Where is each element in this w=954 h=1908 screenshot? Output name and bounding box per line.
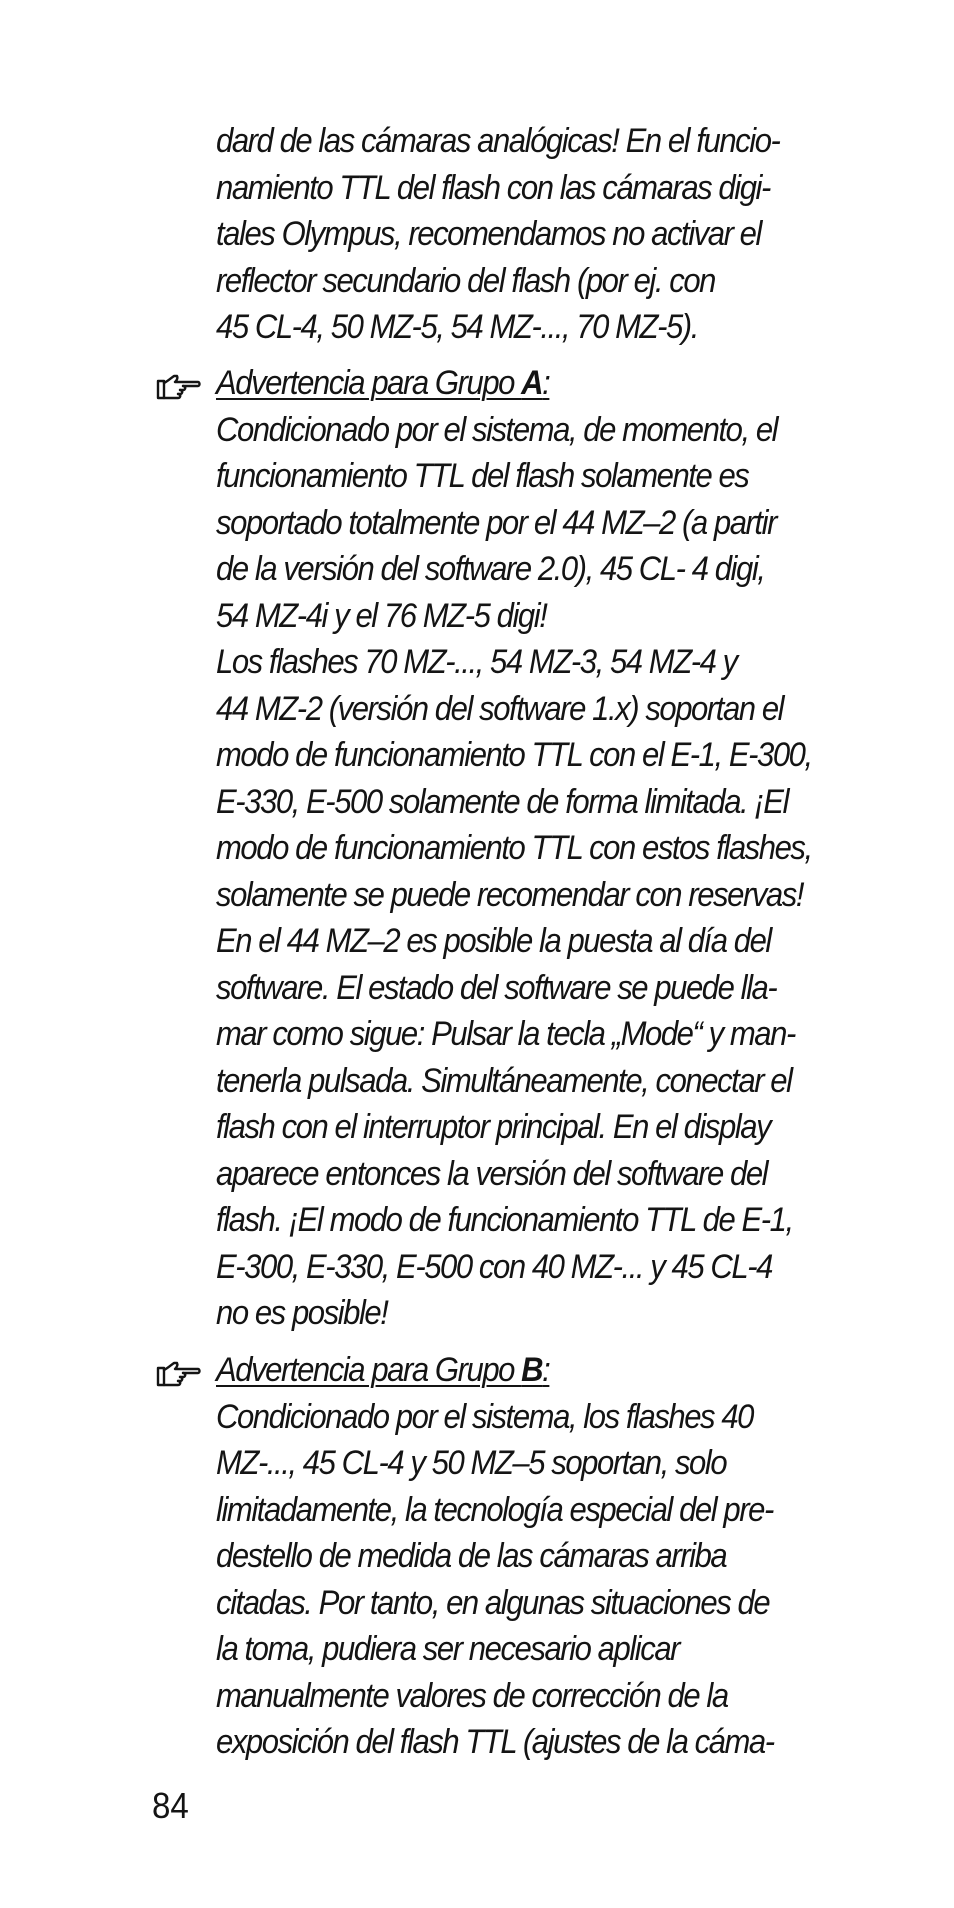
text-line: modo de funcionamiento TTL con estos flashes, [216,829,812,867]
text-line: En el 44 MZ–2 es posible la puesta al día del [216,922,771,960]
text-line: flash con el interruptor principal. En el display [216,1108,771,1146]
text-line: aparece entonces la versión del software del [216,1154,768,1193]
text-line: software. El estado del software se puede lla- [216,968,777,1007]
section-b [216,1347,876,1766]
text-line: mar como sigue: Pulsar la tecla „Mode“ y man- [216,1015,795,1053]
text-line: de la versión del software 2.0), 45 CL- 4 digi, [216,550,765,588]
heading-colon: : [542,1351,550,1389]
group-letter: B [521,1351,543,1389]
text-line: destello de medida de las cámaras arriba [216,1537,727,1575]
text-line: 54 MZ-4i y el 76 MZ-5 digi! [216,596,547,635]
text-line: solamente se puede recomendar con reservas! [216,875,804,914]
text-line: citadas. Por tanto, en algunas situaciones de [216,1583,770,1622]
text-line: 44 MZ-2 (versión del software 1.x) soportan el [216,689,784,728]
section-a [216,360,876,1337]
page-number: 84 [152,1785,189,1826]
text-line: soportado totalmente por el 44 MZ–2 (a partir [216,503,776,542]
text-line: namiento TTL del flash con las cámaras digi- [216,168,770,207]
text-line: Los flashes 70 MZ-..., 54 MZ-3, 54 MZ-4 y [216,643,737,681]
section-b-heading [216,1347,810,1394]
pointing-hand-icon [156,1359,202,1389]
text-line: dard de las cámaras analógicas! En el funcio- [216,122,780,160]
pointing-hand-icon [156,372,202,402]
text-line: flash. ¡El modo de funcionamiento TTL de E-1, [216,1201,793,1239]
intro-paragraph [216,118,876,351]
group-letter: A [521,364,543,402]
text-line: 45 CL-4, 50 MZ-5, 54 MZ-..., 70 MZ-5). [216,308,698,346]
text-line: modo de funcionamiento TTL con el E-1, E-300, [216,736,812,774]
text-line: reflector secundario del flash (por ej. con [216,261,716,300]
text-line: Condicionado por el sistema, de momento, el [216,410,778,449]
text-line: exposición del flash TTL (ajustes de la cáma- [216,1723,774,1761]
heading-colon: : [542,364,550,402]
heading-label: Advertencia para Grupo [216,1351,522,1389]
text-line: no es posible! [216,1294,388,1332]
text-line: E-330, E-500 solamente de forma limitada. ¡El [216,782,789,821]
text-line: limitadamente, la tecnología especial del pre- [216,1490,773,1529]
heading-label: Advertencia para Grupo [216,364,522,402]
text-line: E-300, E-330, E-500 con 40 MZ-... y 45 CL-4 [216,1247,772,1286]
section-a-heading [216,360,810,407]
text-line: manualmente valores de corrección de la [216,1676,728,1715]
text-line: la toma, pudiera ser necesario aplicar [216,1630,680,1668]
text-line: MZ-..., 45 CL-4 y 50 MZ–5 soportan, solo [216,1444,727,1482]
text-line: tenerla pulsada. Simultáneamente, conectar el [216,1061,792,1100]
text-line: funcionamiento TTL del flash solamente es [216,457,749,495]
text-line: tales Olympus, recomendamos no activar el [216,215,761,253]
text-line: Condicionado por el sistema, los flashes 40 [216,1397,753,1436]
